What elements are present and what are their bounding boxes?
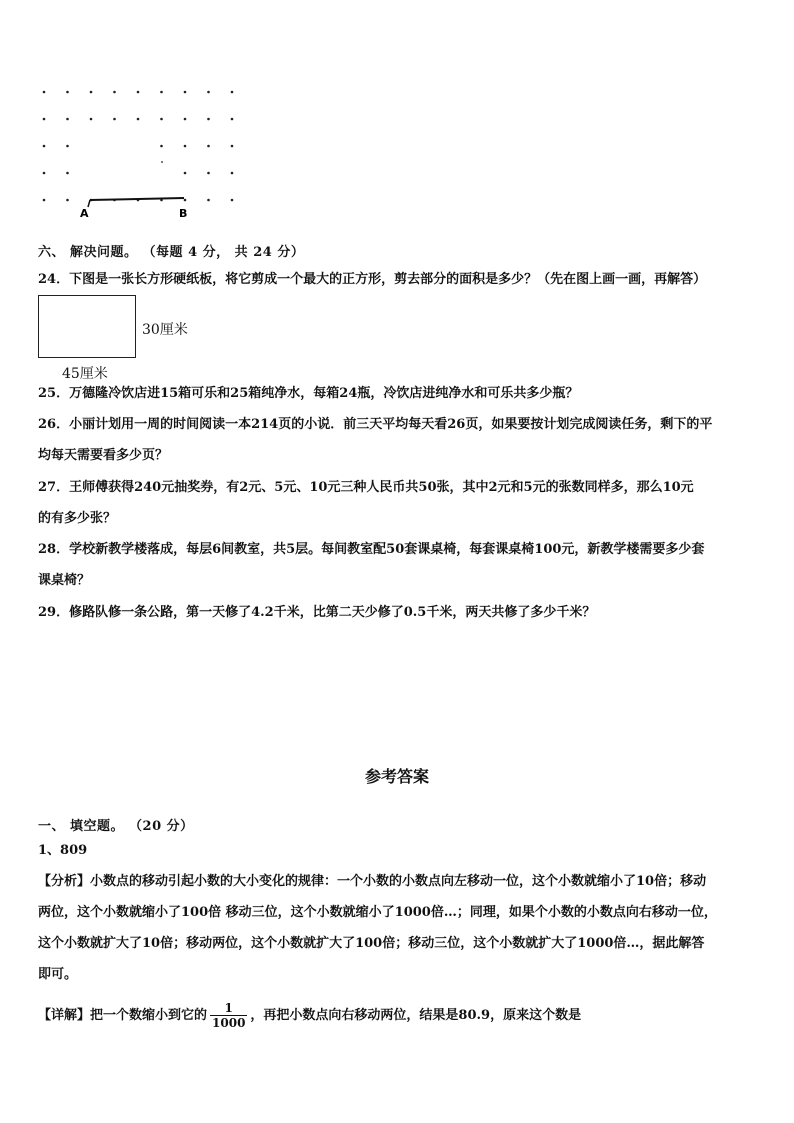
grid-dot: [161, 161, 163, 163]
segment-ab: [90, 198, 184, 200]
dot-grid-dots: [43, 91, 234, 202]
question-25: 25．万德隆冷饮店进15箱可乐和25箱纯净水，每箱24瓶，冷饮店进纯净水和可乐共多少瓶？: [38, 386, 579, 401]
grid-dot: [207, 172, 210, 175]
grid-dot: [231, 145, 234, 148]
question-26-line1: 26．小丽计划用一周的时间阅读一本214页的小说．前三天平均每天看26页，如果要按计划完成阅读任务，剩下的平: [38, 417, 713, 432]
grid-dot: [137, 91, 140, 94]
question-28-line1: 28．学校新教学楼落成，每层6间教室，共5层。每间教室配50套课桌椅，每套课桌椅100元，新教学楼需要多少套: [38, 542, 705, 557]
grid-dot: [231, 199, 234, 202]
grid-dot: [207, 91, 210, 94]
fraction-denominator: 1000: [212, 1016, 246, 1030]
grid-dot: [66, 199, 69, 202]
section6-heading: 六、 解决问题。 （每题 4 分， 共 24 分）: [38, 245, 305, 260]
grid-dot: [43, 91, 46, 94]
rect-width-label: 45厘米: [62, 366, 108, 382]
analysis-line2: 两位，这个小数就缩小了100倍 移动三位，这个小数就缩小了1000倍…；同理，如果个小数的小数点向右移动一位，: [38, 905, 717, 920]
grid-dot: [184, 172, 187, 175]
question-27-line2: 的有多少张？: [38, 511, 117, 526]
point-a-label: A: [80, 207, 89, 220]
grid-dot: [184, 199, 187, 202]
cardboard-rectangle: [38, 295, 136, 358]
grid-dot: [43, 145, 46, 148]
question-27-line1: 27．王师傅获得240元抽奖券，有2元、5元、10元三种人民币共50张，其中2元和5元的张数同样多，那么10元: [38, 480, 694, 495]
grid-dot: [66, 118, 69, 121]
answers-title: 参考答案: [364, 767, 429, 786]
analysis-line3: 这个小数就扩大了10倍；移动两位，这个小数就扩大了100倍；移动三位，这个小数就扩大了1000倍…，据此解答: [38, 936, 705, 951]
detail-suffix: ，再把小数点向右移动两位，结果是80.9，原来这个数是: [250, 1008, 582, 1023]
grid-dot: [137, 118, 140, 121]
answers-section1: 一、 填空题。 （20 分）: [38, 819, 194, 834]
grid-dot: [184, 118, 187, 121]
question-24: 24．下图是一张长方形硬纸板，将它剪成一个最大的正方形，剪去部分的面积是多少？（先在图上画一画，再解答）: [38, 272, 707, 287]
point-b-label: B: [179, 207, 188, 220]
fraction: [210, 1001, 247, 1030]
analysis-line4: 即可。: [38, 967, 78, 982]
grid-dot: [43, 199, 46, 202]
grid-dot: [113, 91, 116, 94]
grid-dot: [90, 91, 93, 94]
detail-prefix: 【详解】把一个数缩小到它的: [38, 1008, 208, 1023]
grid-dot: [184, 91, 187, 94]
grid-dot: [207, 118, 210, 121]
grid-dot: [90, 118, 93, 121]
question-29: 29．修路队修一条公路，第一天修了4.2千米，比第二天少修了0.5千米，两天共修了多少千米？: [38, 605, 596, 620]
rectangle-figure: [38, 295, 238, 385]
grid-dot: [184, 145, 187, 148]
detail-line: [38, 1001, 581, 1030]
grid-dot: [160, 91, 163, 94]
grid-dot: [231, 118, 234, 121]
grid-dot: [207, 199, 210, 202]
grid-dot: [43, 118, 46, 121]
answer-item1-label: 1、809: [38, 843, 88, 858]
segment-a-tick: [88, 200, 90, 207]
grid-dot: [231, 91, 234, 94]
question-28-line2: 课桌椅？: [38, 573, 91, 588]
grid-dot: [207, 145, 210, 148]
dot-grid-figure: [34, 80, 244, 230]
rect-height-label: 30厘米: [142, 322, 188, 338]
fraction-numerator: 1: [210, 1001, 247, 1016]
question-26-line2: 均每天需要看多少页？: [38, 448, 169, 463]
grid-dot: [113, 118, 116, 121]
grid-dot: [43, 172, 46, 175]
grid-dot: [231, 172, 234, 175]
grid-dot: [160, 145, 163, 148]
grid-dot: [160, 118, 163, 121]
grid-dot: [66, 172, 69, 175]
analysis-line1: 【分析】小数点的移动引起小数的大小变化的规律：一个小数的小数点向左移动一位，这个小数就缩小了10倍；移动: [38, 874, 707, 889]
grid-dot: [66, 91, 69, 94]
grid-dot: [66, 145, 69, 148]
